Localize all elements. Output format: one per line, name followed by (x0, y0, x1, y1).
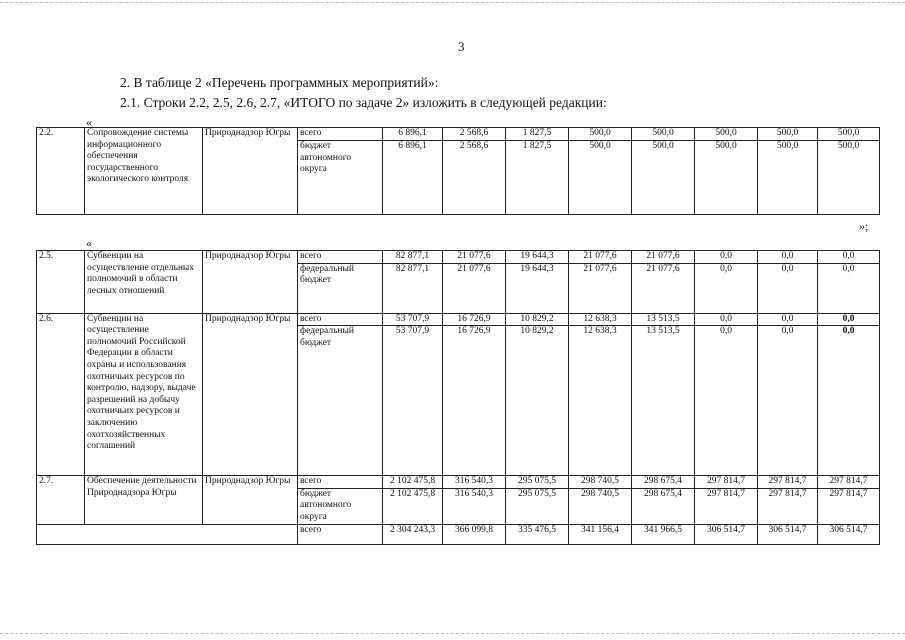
value: 0,0 (758, 313, 818, 326)
value: 16 726,9 (443, 313, 506, 326)
executor: Природнадзор Югры (203, 313, 298, 476)
measure-name: Обеспечение деятельности Природнадзора Югры (85, 476, 203, 525)
value-total: 6 896,1 (383, 141, 443, 215)
measure-name: Сопровождение системы информационного обеспечения государственного экологического контроля (85, 128, 203, 215)
open-quote-2: « (86, 236, 92, 250)
value-total: 2 102 475,8 (383, 476, 443, 489)
value: 295 075,5 (506, 476, 569, 489)
value: 298 740,5 (569, 488, 632, 524)
value: 0,0 (818, 263, 880, 313)
value: 500,0 (569, 128, 632, 141)
value: 500,0 (632, 141, 695, 215)
value: 0,0 (818, 313, 880, 326)
value: 500,0 (758, 128, 818, 141)
source-label: бюджет автономного округа (298, 488, 383, 524)
source-label: бюджет автономного округа (298, 141, 383, 215)
value: 12 638,3 (569, 313, 632, 326)
value: 297 814,7 (758, 476, 818, 489)
value: 0,0 (758, 263, 818, 313)
value: 500,0 (818, 141, 880, 215)
total-value: 2 304 243,3 (383, 524, 443, 544)
value: 500,0 (695, 128, 758, 141)
value: 10 829,2 (506, 326, 569, 476)
page-number: 3 (458, 39, 465, 54)
total-value: 341 156,4 (569, 524, 632, 544)
value: 500,0 (632, 128, 695, 141)
value: 1 827,5 (506, 128, 569, 141)
table-row-2-2 (36, 127, 880, 215)
value-total: 82 877,1 (383, 263, 443, 313)
value: 0,0 (695, 326, 758, 476)
value: 0,0 (695, 313, 758, 326)
value: 298 740,5 (569, 476, 632, 489)
total-value: 366 099,8 (443, 524, 506, 544)
value: 21 077,6 (569, 251, 632, 264)
amendment-heading: 2. В таблице 2 «Перечень программных мероприятий»: (120, 75, 439, 90)
value: 0,0 (695, 251, 758, 264)
value: 500,0 (758, 141, 818, 215)
value: 21 077,6 (569, 263, 632, 313)
total-value: 335 476,5 (506, 524, 569, 544)
value: 0,0 (818, 326, 880, 476)
total-value: 341 966,5 (632, 524, 695, 544)
scan-edge-bottom (0, 633, 905, 634)
row-number: 2.5. (37, 251, 85, 314)
scan-edge-top (0, 2, 905, 3)
executor: Природнадзор Югры (203, 251, 298, 314)
row-number: 2.2. (37, 128, 85, 215)
close-quote: »; (859, 219, 869, 233)
measure-name: Субвенции на осуществление полномочий Российской Федерации в области охраны и использования охотничьих ресурсов по контролю, надзору, выдаче разрешений на добычу охотничьих ресурсов и заключению охотхозяйственных соглашений (85, 313, 203, 476)
value: 295 075,5 (506, 488, 569, 524)
value: 0,0 (758, 326, 818, 476)
total-value: 306 514,7 (818, 524, 880, 544)
value: 297 814,7 (695, 488, 758, 524)
value: 10 829,2 (506, 313, 569, 326)
value: 298 675,4 (632, 476, 695, 489)
value: 21 077,6 (443, 251, 506, 264)
row-number: 2.6. (37, 313, 85, 476)
value: 500,0 (569, 141, 632, 215)
measure-name: Субвенции на осуществление отдельных полномочий в области лесных отношений (85, 251, 203, 314)
value: 19 644,3 (506, 263, 569, 313)
value-total: 53 707,9 (383, 313, 443, 326)
value: 21 077,6 (632, 251, 695, 264)
executor: Природнадзор Югры (203, 128, 298, 215)
value: 297 814,7 (695, 476, 758, 489)
table-rows-2-5-to-total (36, 250, 880, 545)
source-label: всего (298, 251, 383, 264)
amendment-instruction: 2.1. Строки 2.2, 2.5, 2.6, 2.7, «ИТОГО по задаче 2» изложить в следующей редакции: (120, 95, 607, 110)
value: 297 814,7 (818, 488, 880, 524)
open-quote-1: « (86, 115, 92, 129)
source-label: всего (298, 476, 383, 489)
value: 297 814,7 (758, 488, 818, 524)
value: 21 077,6 (443, 263, 506, 313)
value: 316 540,3 (443, 476, 506, 489)
value-total: 82 877,1 (383, 251, 443, 264)
value: 297 814,7 (818, 476, 880, 489)
value: 316 540,3 (443, 488, 506, 524)
source-label: федеральный бюджет (298, 263, 383, 313)
value-total: 53 707,9 (383, 326, 443, 476)
row-number: 2.7. (37, 476, 85, 525)
value-total: 2 102 475,8 (383, 488, 443, 524)
source-label: федеральный бюджет (298, 326, 383, 476)
total-row-label-blank (37, 524, 298, 544)
source-label: всего (298, 313, 383, 326)
value: 12 638,3 (569, 326, 632, 476)
value: 500,0 (818, 128, 880, 141)
value: 2 568,6 (443, 128, 506, 141)
value: 0,0 (758, 251, 818, 264)
value: 13 513,5 (632, 326, 695, 476)
value: 2 568,6 (443, 141, 506, 215)
value: 16 726,9 (443, 326, 506, 476)
value: 298 675,4 (632, 488, 695, 524)
value: 21 077,6 (632, 263, 695, 313)
total-source-label: всего (298, 524, 383, 544)
value-total: 6 896,1 (383, 128, 443, 141)
total-value: 306 514,7 (695, 524, 758, 544)
total-value: 306 514,7 (758, 524, 818, 544)
value: 500,0 (695, 141, 758, 215)
value: 19 644,3 (506, 251, 569, 264)
value: 0,0 (695, 263, 758, 313)
source-label: всего (298, 128, 383, 141)
value: 13 513,5 (632, 313, 695, 326)
executor: Природнадзор Югры (203, 476, 298, 525)
value: 0,0 (818, 251, 880, 264)
value: 1 827,5 (506, 141, 569, 215)
